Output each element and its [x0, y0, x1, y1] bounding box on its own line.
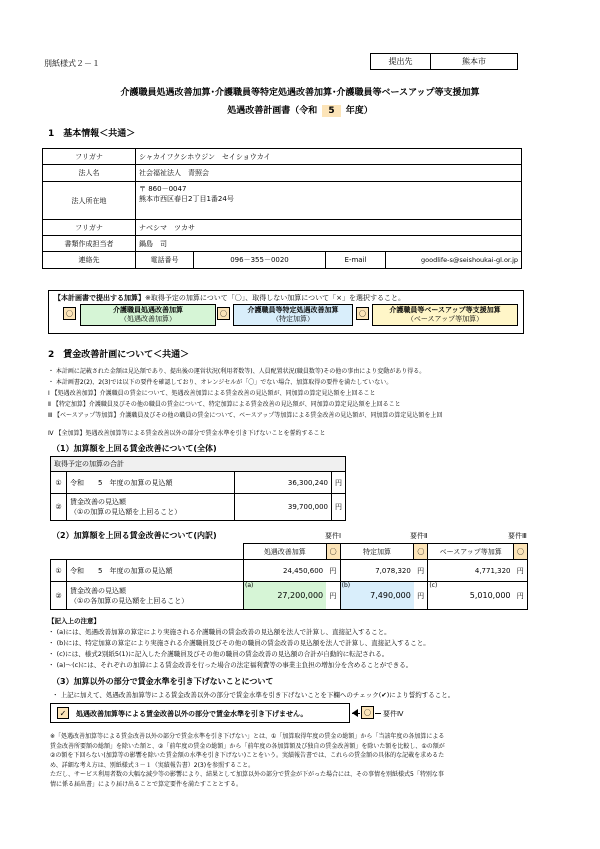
- sub1-heading: （1）加算額を上回る賃金改善について(全体): [52, 444, 217, 453]
- submit-to-table: [370, 53, 518, 70]
- section1-heading: 1 基本情報＜共通＞: [48, 129, 136, 139]
- req2-status: 〇: [414, 544, 428, 560]
- furigana-value: シャカイフクシホウジン セイショウカイ: [136, 149, 522, 165]
- arrow-icon: [352, 709, 358, 717]
- req4-status: 〇: [361, 706, 374, 719]
- addition-amount-c: 4,771,320: [428, 560, 514, 582]
- wage-improvement-a[interactable]: 27,200,000: [258, 582, 327, 610]
- plan-item3-select[interactable]: 〇: [356, 307, 369, 320]
- submit-value: 熊本市: [431, 54, 518, 70]
- page-title: 介護職員処遇改善加算･介護職員等特定処遇改善加算･介護職員等ベースアップ等支援加算: [120, 88, 480, 98]
- req1-status: 〇: [326, 544, 340, 560]
- plan-item2: 介護職員等特定処遇改善加算 （特定加算）: [233, 304, 353, 326]
- overall-table: 取得予定の加算の合計 ① 令和 5 年度の加算の見込額 36,300,240 円 ② 賃金改善の見込額 （①の加算の見込額を上回ること） 39,700,000 円: [50, 456, 346, 521]
- submit-label: 提出先: [371, 54, 431, 70]
- pledge-checkbox[interactable]: ✓: [57, 707, 69, 719]
- title-year: 5: [322, 105, 340, 117]
- plan-item3: 介護職員等ベースアップ等支援加算 （ベースアップ等加算）: [372, 304, 518, 326]
- entry-notes: 【記入上の注意】 ・ (a)には、処遇改善加算の算定により実施される介護職員の賃金改善の見込額を法人で計算し、直接記入すること。 ・ (b)には、特定加算の算定により実施される介護職員及びその他の職員の賃金改善の見込額を法人で計算し、直接記入すること。 ・ (c)には、様式2別紙5(1)に記入した介護職員及びその他の職員の賃金改善の見込額の合計が自動的に転記される。 ・ (a)～(c)には、それぞれの加算による賃金改善を行った場合の法定福利費等の事業主負担の増加分を含めることができる。: [48, 617, 430, 669]
- creator-name: 鍋島 司: [136, 236, 522, 252]
- corp-name: 社会福祉法人 青照会: [136, 165, 522, 182]
- basic-info-table: フリガナ シャカイフクシホウジン セイショウカイ 法人名 社会福祉法人 青照会 法人所在地 〒 860－0047 熊本市西区春日2丁目1番24号 フリガナ ナベシマ ツカサ 書類作成担当者 鍋島 司 連絡先 電話番号 096－355－0020 E-mail goodlife-s@seishoukai-gl.or.jp: [42, 148, 522, 269]
- section2-notes: ・ 本計画に記載された金額は見込額であり、提出後の運営状況(利用者数等)、人員配置状況(職員数等)その他の事由により変動があり得る。 ・ 本計画書2(2)、2(3)では以下の要件を確認しており、オレンジセルが「〇」でない場合、加算取得の要件を満たしていない。 Ⅰ 【処遇改善加算】介護職員の賃金について、処遇改善加算による賃金改善の見込額が、同加算の算定見込額を上回ること Ⅱ 【特定加算】介護職員及びその他の職員の賃金について、特定加算による賃金改善の見込額が、同加算の算定見込額を上回ること Ⅲ 【ベースアップ等加算】介護職員及びその他の職員の賃金について、ベースアップ等加算による賃金改善の見込額が、同加算の算定見込額を上回 Ⅳ 【全加算】処遇改善加算等による賃金改善以外の部分で賃金水準を引き下げないことを誓約すること: [48, 368, 443, 437]
- sub2-heading: （2）加算額を上回る賃金改善について(内訳): [52, 531, 217, 540]
- sub3-heading: （3）加算以外の部分で賃金水準を引き下げないことについて: [52, 677, 274, 686]
- req3-status: 〇: [514, 544, 528, 560]
- plan-item1-select[interactable]: 〇: [63, 307, 76, 320]
- overall-wage-improvement: 39,700,000: [235, 494, 332, 521]
- page-subtitle: 処遇改善計画書（令和 5 年度）: [227, 106, 373, 116]
- plan-item1: 介護職員処遇改善加算 （処遇改善加算）: [80, 304, 216, 326]
- wage-improvement-c: 5,010,000: [442, 582, 514, 610]
- tel-value: 096－355－0020: [194, 252, 326, 269]
- overall-addition-amount: 36,300,240: [235, 472, 332, 494]
- wage-improvement-b[interactable]: 7,490,000: [354, 582, 414, 610]
- sub3-footnote: ※「処遇改善加算等による賃金改善以外の部分で賃金水準を引き下げない」とは、①「加算取得年度の賃金の総額」から「当該年度の各加算による 賃金改善所要額の総額」を除いた額と、②「前年度の賃金の総額」から「前年度の各加算額及び独自の賃金改善額」を除いた額を比較し、①の額が ②の額を下回らない(加算等の影響を除いた賃金額の水準を引き下げない)ことをいう。実績報告書では、これらの賃金額の具体的な記載を求めるた め、詳細な考え方は、別紙様式３－１（実績報告書）2(3)を参照すること。 ただし、サービス利用者数の大幅な減少等の影響により、結果として加算以外の部分で賃金が下がった場合には、その事情を別紙様式5「特別な事 情に係る届出書」により届け出ることで算定要件を満たすこととする。: [50, 733, 445, 788]
- email-value: goodlife-s@seishoukai-gl.or.jp: [386, 252, 522, 269]
- form-number: 別紙様式２－１: [44, 59, 100, 68]
- section2-heading: 2 賃金改善計画について＜共通＞: [48, 350, 190, 360]
- plan-box-intro: 【本計画書で提出する加算】※取得予定の加算について「〇」、取得しない加算について「×」を選択すること。: [54, 294, 405, 302]
- pledge-text: 処遇改善加算等による賃金改善以外の部分で賃金水準を引き下げません。: [76, 710, 308, 718]
- plan-item2-select[interactable]: 〇: [217, 307, 230, 320]
- address-cell: 〒 860－0047 熊本市西区春日2丁目1番24号: [136, 182, 522, 220]
- addition-amount-a: 24,450,600: [244, 560, 327, 582]
- addition-amount-b: 7,078,320: [340, 560, 414, 582]
- breakdown-table: 処遇改善加算 〇 特定加算 〇 ベースアップ等加算 〇 ① 令和 5 年度の加算の見込額 24,450,600 円 7,078,320 円 4,771,320 円 ② 賃金改善の見込額 （①の各加算の見込額を上回ること） (a) 27,200,000 円 (b) 7,490,000 円 (c) 5,010,000 円: [50, 543, 528, 610]
